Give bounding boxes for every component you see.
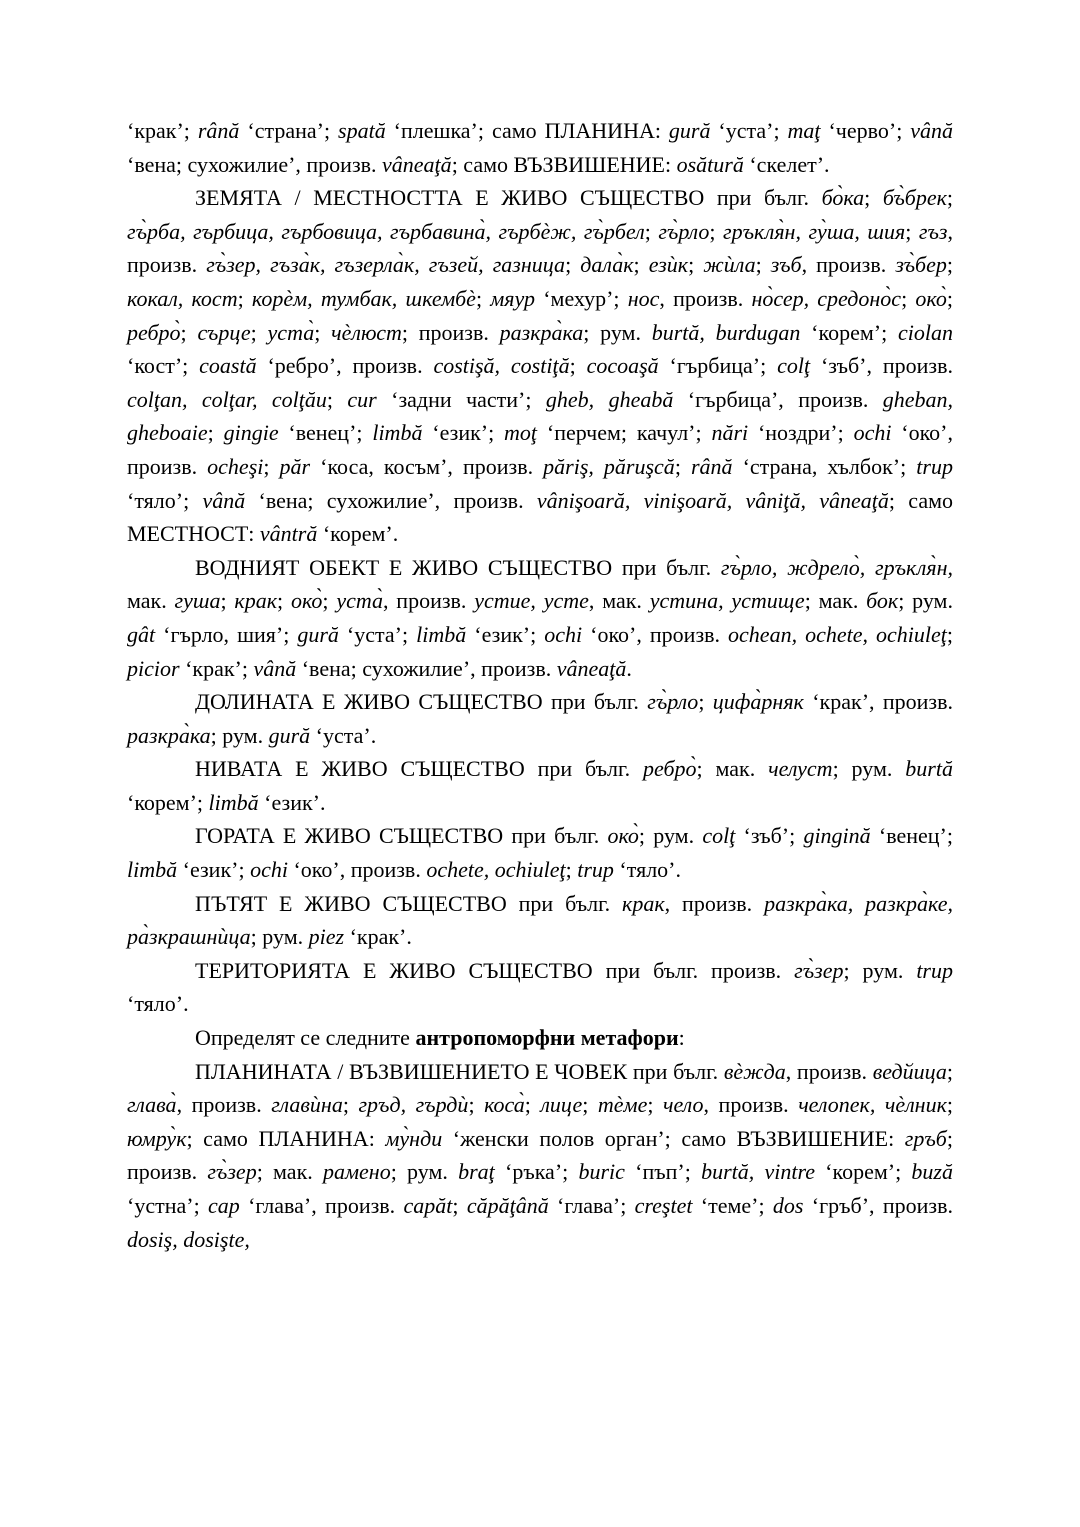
text-run: ‘гърло, шия’; <box>155 621 298 647</box>
text-run: ‘крак’; <box>179 655 254 681</box>
text-run: рамено <box>322 1159 391 1185</box>
text-run: gură <box>668 118 711 143</box>
text-run: ; <box>180 319 198 345</box>
text-run: кокал, кост <box>127 285 238 311</box>
text-run: устие, усте <box>474 588 589 614</box>
text-run: ; <box>946 621 954 647</box>
text-run: creştet <box>634 1193 693 1218</box>
text-run: ‘език’. <box>258 789 326 815</box>
text-run: Определят се следните <box>195 1025 416 1051</box>
text-run: , мак. <box>588 588 650 614</box>
text-run: ; <box>633 252 649 278</box>
text-run: ‘пъп’; <box>624 1159 702 1185</box>
text-run: trup <box>577 857 614 883</box>
text-run: burtă, vintre <box>701 1159 815 1185</box>
text-run: гъ̀зер, гъза̀к, гъзерла̀к, гъзей, газница <box>206 252 566 278</box>
text-run: ; <box>698 689 713 715</box>
text-run: păr <box>279 453 311 479</box>
text-run: око̀ <box>915 285 947 311</box>
text-run: ‘крак’; <box>127 118 198 143</box>
text-run: ‘уста’; <box>338 621 417 647</box>
text-run: ‘гръб’, произв. <box>803 1193 953 1218</box>
text-run: му̀нди <box>385 1125 443 1151</box>
paragraph <box>127 954 953 1021</box>
text-run: ; <box>755 252 771 278</box>
text-run: osătură <box>676 151 744 177</box>
text-run: vâneaţă <box>382 151 452 177</box>
text-run: ; мак. <box>696 756 769 782</box>
text-run: ‘крак’, произв. <box>803 689 954 715</box>
text-run: ‘гърбица’, произв. <box>673 386 883 412</box>
text-run: жѝла <box>703 252 756 278</box>
text-run: ‘уста’. <box>310 722 377 748</box>
text-run: разкра̀ка, разкра̀ке, ра̀зкрашнѝца <box>127 890 954 950</box>
text-run: ; <box>468 1092 485 1118</box>
text-run: ‘вена; сухожилие’, произв. <box>296 655 557 681</box>
text-run: rână <box>197 118 240 143</box>
text-run: ‘крак’. <box>344 924 412 950</box>
text-run: нос <box>627 285 660 311</box>
text-run: , произв. <box>659 285 752 311</box>
text-run: ВОДНИЯТ ОБЕКТ Е ЖИВО СЪЩЕСТВО при бълг. <box>195 554 721 580</box>
paragraph <box>127 1055 953 1257</box>
text-run: ‘глава’, произв. <box>239 1193 404 1218</box>
text-run: но̀сер, средоно̀с <box>751 285 902 311</box>
text-run: limbă <box>372 420 423 446</box>
text-run: гъ̀рло <box>658 218 710 244</box>
text-run: ; <box>946 1092 954 1118</box>
text-run: ‘уста’; <box>710 118 788 143</box>
text-run: гръд, гърдѝ <box>358 1092 469 1118</box>
text-run: ‘тяло’. <box>127 991 189 1017</box>
text-run: ; <box>524 1092 541 1118</box>
text-run: ; рум. <box>638 823 703 849</box>
text-run: : <box>678 1025 685 1051</box>
text-run: ‘ръка’; <box>494 1159 579 1185</box>
text-run: дала̀к <box>580 252 634 278</box>
text-run: челуст <box>768 756 833 782</box>
text-run: cur <box>347 386 377 412</box>
text-run: . <box>626 655 632 681</box>
text-run: picior <box>127 655 180 681</box>
text-run: buză <box>911 1159 953 1185</box>
text-run: căpăţână <box>466 1193 549 1218</box>
text-run: ‘скелет’. <box>743 151 830 177</box>
paragraph <box>127 114 953 181</box>
text-run: ‘тяло’; <box>127 487 203 513</box>
text-run: ПЪТЯТ Е ЖИВО СЪЩЕСТВО при бълг. <box>195 890 623 916</box>
text-run: trup <box>916 453 953 479</box>
text-run: ; <box>207 420 224 446</box>
text-run: gură <box>297 621 339 647</box>
text-run: ochi <box>544 621 583 647</box>
text-run: ; <box>644 218 659 244</box>
text-run: ‘корем’; <box>127 789 209 815</box>
text-run: ; <box>475 285 491 311</box>
text-run: ‘страна’; <box>239 118 339 143</box>
text-run: цифа̀рняк <box>712 689 804 715</box>
paragraph <box>127 752 953 819</box>
text-run: ‘кост’; <box>127 353 200 379</box>
text-run: устина, устище <box>649 588 805 614</box>
text-run: păriş, păruşcă <box>543 453 675 479</box>
text-run: ; <box>946 1058 954 1084</box>
text-run: главѝна <box>271 1092 343 1118</box>
text-run: НИВАТА Е ЖИВО СЪЩЕСТВО при бълг. <box>195 756 643 782</box>
text-run: dos <box>772 1193 804 1218</box>
text-run: ‘женски полов орган’; само ВЪЗВИШЕНИЕ: <box>442 1125 905 1151</box>
text-run: ; произв. <box>127 1125 953 1185</box>
text-run: тѐме <box>597 1092 648 1118</box>
text-run: burtă <box>905 756 953 782</box>
text-run: gheb, gheabă <box>545 386 674 412</box>
text-run: piez <box>308 924 345 950</box>
text-run: nări <box>711 420 749 446</box>
text-run: , произв. <box>383 588 475 614</box>
text-run: ‘плешка’; само ПЛАНИНА: <box>385 118 669 143</box>
text-run: ‘страна, хълбок’; <box>732 453 917 479</box>
text-run: colţ <box>777 353 811 379</box>
text-run: ; рум. <box>390 1159 459 1185</box>
text-run: vântră <box>259 521 318 547</box>
text-run: ; само ВЪЗВИШЕНИЕ: <box>451 151 677 177</box>
text-run: ; само ПЛАНИНА: <box>186 1125 386 1151</box>
text-run: gingină <box>803 823 871 849</box>
text-run: gheban, gheboaie <box>127 386 953 446</box>
text-run: , произв. <box>801 252 896 278</box>
text-run: чѐлюст <box>331 319 402 345</box>
text-run: бок <box>866 588 899 614</box>
text-run: ochi <box>853 420 892 446</box>
text-run: vână <box>910 118 954 143</box>
paragraph <box>127 819 953 886</box>
text-run: gingie <box>223 420 279 446</box>
text-run: ‘венец’; <box>870 823 953 849</box>
text-run: limbă <box>127 857 178 883</box>
text-run: зъб <box>770 252 802 278</box>
text-run: ; <box>220 588 235 614</box>
text-run: ; <box>569 353 587 379</box>
text-run: юмру̀к <box>127 1125 187 1151</box>
text-run: ‘око’, произв. <box>582 621 729 647</box>
text-run: ciolan <box>897 319 953 345</box>
text-run: ; <box>674 453 691 479</box>
text-run: ; рум. <box>250 924 309 950</box>
text-run: ; <box>237 285 252 311</box>
text-run: ‘вена; сухожилие’, произв. <box>245 487 537 513</box>
text-run: , произв. <box>176 1092 272 1118</box>
text-run: ‘теме’; <box>692 1193 773 1218</box>
text-run: зъ̀бер <box>895 252 947 278</box>
text-run: ; мак. <box>804 588 867 614</box>
text-run: глава̀ <box>127 1092 177 1118</box>
text-run: spată <box>338 118 386 143</box>
text-run: ochete, ochiuleţ <box>426 857 566 883</box>
text-run: ‘език’; <box>177 857 251 883</box>
text-run: ; <box>864 185 883 211</box>
text-run: limbă <box>208 789 259 815</box>
text-run: око̀ <box>290 588 323 614</box>
text-run: ‘око’, произв. <box>287 857 427 883</box>
text-run: ; <box>452 1193 467 1218</box>
text-run: корѐм, тумбак, шкембѐ <box>251 285 476 311</box>
text-run: лице <box>540 1092 583 1118</box>
text-run: гъ̀рло, ждрело̀, гръкля̀н, <box>720 554 953 580</box>
text-run: бъ̀брек <box>882 185 947 211</box>
text-run: , произв. <box>664 890 765 916</box>
text-run: уста̀ <box>267 319 315 345</box>
text-run: мак. <box>127 588 175 614</box>
text-run: око̀ <box>607 823 639 849</box>
text-run: coastă <box>199 353 257 379</box>
text-run: ; рум. <box>583 319 652 345</box>
text-run: ДОЛИНАТА Е ЖИВО СЪЩЕСТВО при бълг. <box>195 689 648 715</box>
text-run: dosiş, dosişte, <box>127 1226 250 1252</box>
text-run: ‘ноздри’; <box>748 420 854 446</box>
text-run: burtă, burdugan <box>651 319 801 345</box>
text-run: бо̀ка <box>821 185 865 211</box>
text-run: коса̀ <box>484 1092 525 1118</box>
text-run: крак <box>622 890 665 916</box>
text-run: maţ <box>787 118 821 143</box>
text-run: крак <box>234 588 278 614</box>
text-run: ocheşi <box>207 453 264 479</box>
text-run: gură <box>268 722 311 748</box>
text-run: ; <box>688 252 704 278</box>
text-run: ; <box>250 319 268 345</box>
text-run: ; <box>946 285 953 311</box>
text-run: ‘око’, произв. <box>127 420 953 479</box>
text-run: ; произв. <box>401 319 500 345</box>
text-run: ; рум. <box>210 722 269 748</box>
text-run: buric <box>578 1159 625 1185</box>
text-run: costişă, costiţă <box>433 353 570 379</box>
text-run: ‘перчем; качул’; <box>537 420 712 446</box>
text-run: ‘черво’; <box>820 118 911 143</box>
text-block <box>127 114 953 1256</box>
text-run: ; <box>565 252 581 278</box>
text-run: ochean, ochete, ochiuleţ <box>728 621 947 647</box>
text-run: , произв. <box>703 1092 799 1118</box>
text-run: гръкля̀н, гу̀ша, шия <box>723 218 906 244</box>
text-run: vânişoară, vinişoară, vâniţă, vâneaţă <box>536 487 889 513</box>
text-run: ; <box>326 386 348 412</box>
text-run: вѐжда <box>723 1058 786 1084</box>
paragraph <box>127 685 953 752</box>
text-run: ‘глава’; <box>548 1193 635 1218</box>
text-run: ; <box>946 185 953 211</box>
text-run: ; <box>647 1092 663 1118</box>
text-run: gât <box>127 621 156 647</box>
text-run: ; <box>322 588 337 614</box>
text-run: разкра̀ка <box>499 319 584 345</box>
text-run: ‘ребро’, произв. <box>256 353 434 379</box>
text-run: ‘устна’; <box>127 1193 208 1218</box>
text-run: гъ̀рло <box>647 689 699 715</box>
text-run: ; <box>314 319 332 345</box>
text-run: ‘тяло’. <box>613 857 681 883</box>
text-run: челопек, чѐлник <box>798 1092 947 1118</box>
text-run: езѝк <box>648 252 689 278</box>
text-run: colţ <box>702 823 736 849</box>
text-run: ведйица <box>872 1058 947 1084</box>
text-run: ‘мехур’; <box>535 285 628 311</box>
text-run: ; <box>946 252 953 278</box>
paragraph <box>127 887 953 954</box>
text-run: ребро̀ <box>127 319 181 345</box>
text-run: ; <box>263 453 280 479</box>
text-run: ; <box>277 588 291 614</box>
text-run: ‘корем’; <box>800 319 898 345</box>
text-run: ; <box>342 1092 359 1118</box>
text-run: чело <box>662 1092 704 1118</box>
text-run: ; <box>565 857 578 883</box>
text-run: ЗЕМЯТА / МЕСТНОСТТА Е ЖИВО СЪЩЕСТВО при бълг. <box>195 185 822 211</box>
text-run: ‘задни части’; <box>376 386 546 412</box>
text-run: trup <box>916 957 953 983</box>
text-run: гъз <box>918 218 948 244</box>
text-run: гръб <box>904 1125 947 1151</box>
text-run: ‘зъб’, произв. <box>810 353 953 379</box>
text-run: capăt <box>403 1193 453 1218</box>
text-run: разкра̀ка <box>127 722 211 748</box>
text-run: moţ <box>504 420 538 446</box>
text-run: ‘зъб’; <box>735 823 804 849</box>
text-run: ; <box>709 218 723 244</box>
text-run: colţan, colţar, colţău <box>127 386 327 412</box>
text-run: гъ̀рба, гърбица, гърбовица, гърбавина̀, гърбѐж, гъ̀рбел <box>127 218 645 244</box>
text-run: ‘венец’; <box>278 420 373 446</box>
text-run: ПЛАНИНАТА / ВЪЗВИШЕНИЕТО Е ЧОВЕК при бълг. <box>195 1058 724 1084</box>
text-run: гуша <box>174 588 221 614</box>
text-run: ТЕРИТОРИЯТА Е ЖИВО СЪЩЕСТВО при бълг. произв. <box>195 957 795 983</box>
paragraph <box>127 551 953 685</box>
text-run: cap <box>208 1193 240 1218</box>
text-run: ‘език’; <box>422 420 505 446</box>
text-run: мяур <box>490 285 536 311</box>
text-run: ; <box>905 218 919 244</box>
text-run: vână <box>253 655 297 681</box>
paragraph <box>127 181 953 551</box>
text-run: уста̀ <box>336 588 383 614</box>
text-run: гъ̀зер <box>207 1159 257 1185</box>
text-run: ‘език’; <box>466 621 545 647</box>
text-run: limbă <box>416 621 467 647</box>
text-run: rână <box>690 453 733 479</box>
paragraph <box>127 1021 953 1055</box>
text-run: , произв. <box>127 218 953 278</box>
text-run: vână <box>202 487 246 513</box>
text-run: braţ <box>458 1159 495 1185</box>
text-run: cocoaşă <box>586 353 659 379</box>
text-run: ГОРАТА Е ЖИВО СЪЩЕСТВО при бълг. <box>195 823 608 849</box>
text-run: ; рум. <box>843 957 917 983</box>
text-run: , произв. <box>785 1058 873 1084</box>
text-run: vâneaţă <box>556 655 627 681</box>
text-run: антропоморфни метафори <box>415 1025 679 1051</box>
text-run: ; <box>901 285 916 311</box>
text-run: ochi <box>250 857 288 883</box>
text-run: сърце <box>197 319 251 345</box>
text-run: ‘вена; сухожилие’, произв. <box>127 151 383 177</box>
text-run: ‘гърбица’; <box>658 353 778 379</box>
text-run: ‘коса, косъм’, произв. <box>310 453 544 479</box>
text-run: ; рум. <box>832 756 906 782</box>
text-run: ‘корем’. <box>317 521 399 547</box>
text-run: ; <box>582 1092 598 1118</box>
text-run: ‘корем’; <box>814 1159 912 1185</box>
text-run: ребро̀ <box>642 756 697 782</box>
text-run: ; рум. <box>898 588 953 614</box>
text-run: гъ̀зер <box>794 957 844 983</box>
text-run: ; мак. <box>256 1159 323 1185</box>
text-run: ; само МЕСТНОСТ: <box>127 487 954 547</box>
